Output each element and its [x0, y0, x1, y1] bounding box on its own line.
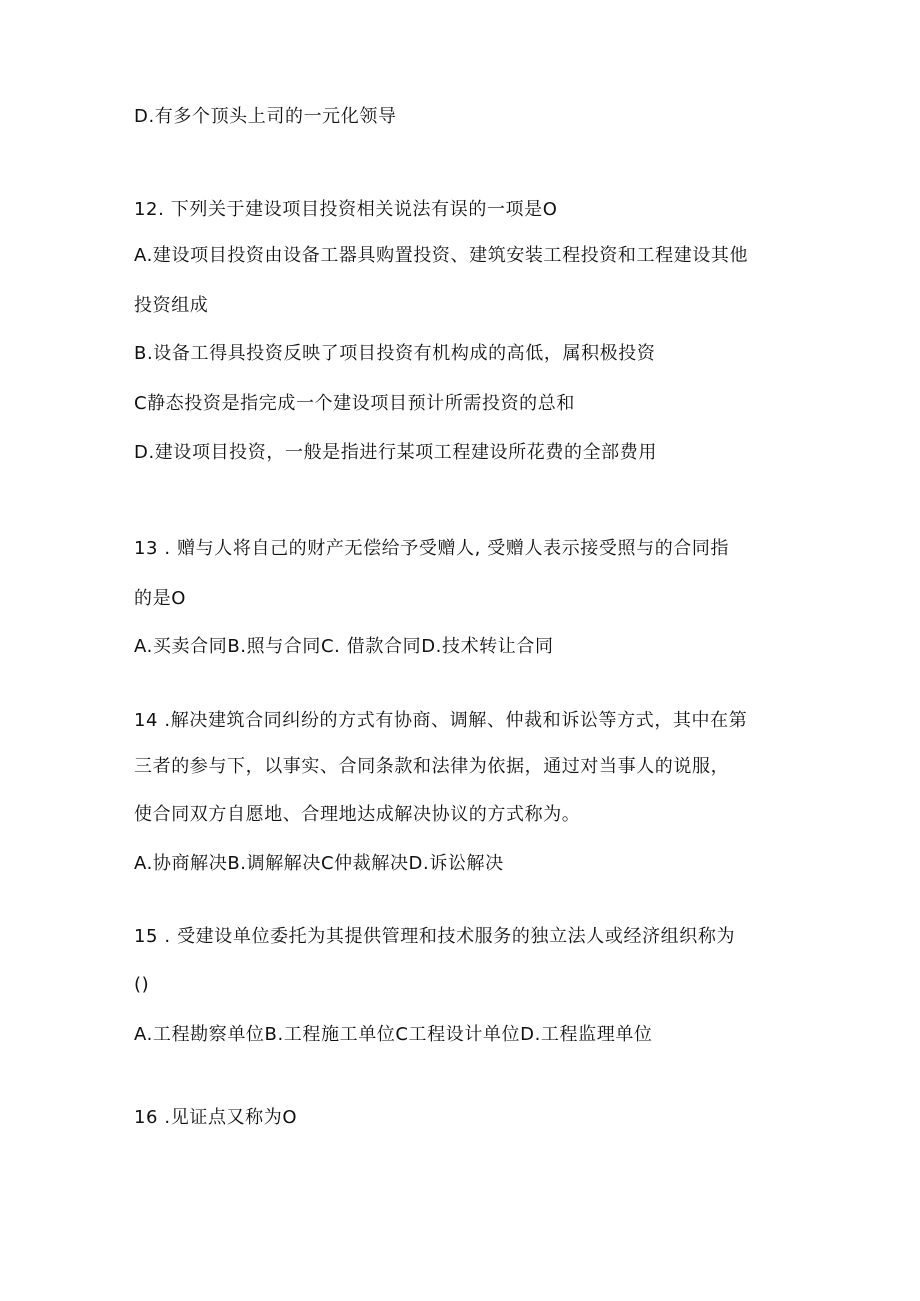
- q14-options: A.协商解决B.调解解决C仲裁解决D.诉讼解决: [134, 853, 504, 874]
- q12-option-b: B.设备工得具投资反映了项目投资有机构成的高低，属积极投资: [134, 343, 656, 364]
- q15-stem-line2: (): [134, 974, 150, 995]
- q14-stem-line1: 14 .解决建筑合同纠纷的方式有协商、调解、仲裁和诉讼等方式，其中在第: [134, 710, 748, 731]
- q16-stem: 16 .见证点又称为O: [134, 1107, 298, 1128]
- q14-stem-line2: 三者的参与下，以事实、合同条款和法律为依据，通过对当事人的说服，: [134, 756, 730, 777]
- q13-options: A.买卖合同B.照与合同C. 借款合同D.技术转让合同: [134, 636, 554, 657]
- q15-stem-line1: 15 . 受建设单位委托为其提供管理和技术服务的独立法人或经济组织称为: [134, 926, 736, 947]
- q11-option-d: D.有多个顶头上司的一元化领导: [134, 106, 397, 127]
- q13-stem-line1: 13 . 赠与人将自己的财产无偿给予受赠人, 受赠人表示接受照与的合同指: [134, 538, 730, 559]
- q12-stem: 12. 下列关于建设项目投资相关说法有误的一项是O: [134, 199, 558, 220]
- q12-option-d: D.建设项目投资，一般是指进行某项工程建设所花费的全部费用: [134, 442, 657, 463]
- q13-stem-line2: 的是O: [134, 588, 186, 609]
- q15-options: A.工程勘察单位B.工程施工单位C工程设计单位D.工程监理单位: [134, 1024, 653, 1045]
- q12-option-a-line1: A.建设项目投资由设备工器具购置投资、建筑安装工程投资和工程建设其他: [134, 245, 749, 266]
- q12-option-a-line2: 投资组成: [134, 295, 209, 316]
- q12-option-c: C静态投资是指完成一个建设项目预计所需投资的总和: [134, 393, 575, 414]
- q14-stem-line3: 使合同双方自愿地、合理地达成解决协议的方式称为。: [134, 804, 581, 825]
